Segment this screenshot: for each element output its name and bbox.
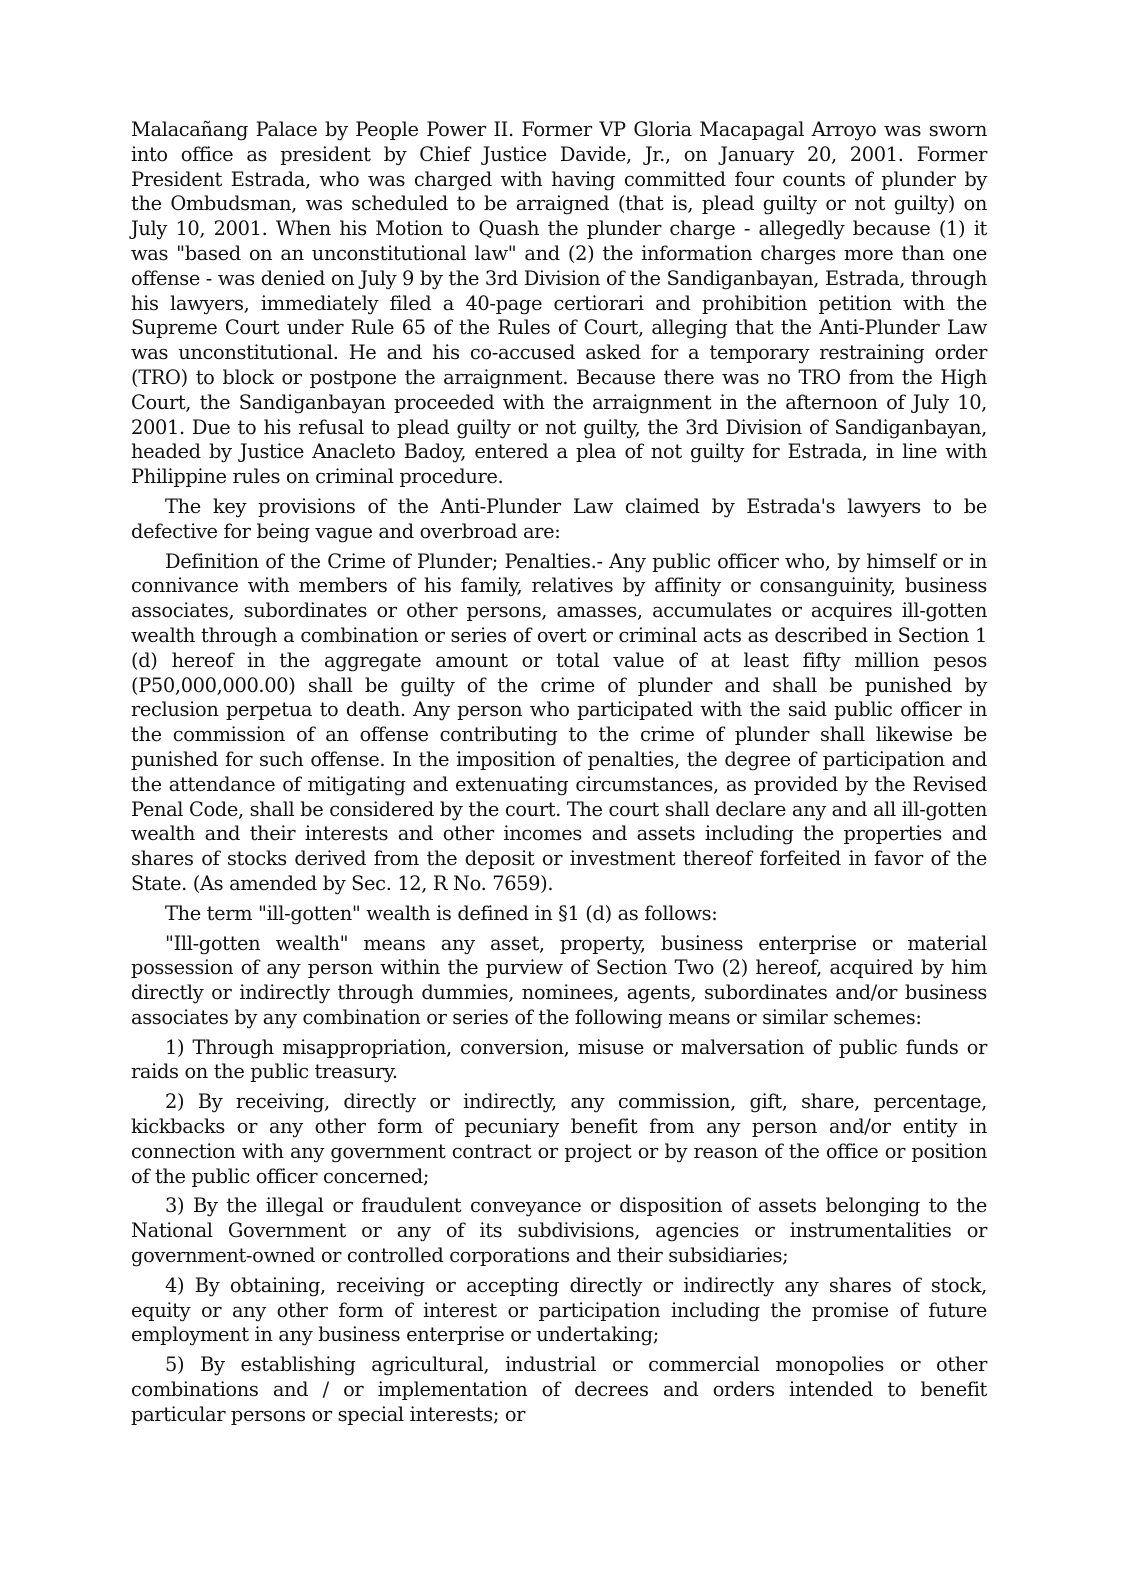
paragraph-estrada-background: Malacañang Palace by People Power II. Former VP Gloria Macapagal Arroyo was sworn into office as president by Chief Justice Davide, Jr., on January 20, 2001. Former President Estrada, who was charged with having committed four counts of plunder by the Ombudsman, was scheduled to be arraigned (that is, plead guilty or not guilty) on July 10, 2001. When his Motion to Quash the plunder charge - allegedly because (1) it was "based on an unconstitutional law" and (2) the information charges more than one offense - was denied on July 9 by the 3rd Division of the Sandiganbayan, Estrada, through his lawyers, immediately filed a 40-page certiorari and prohibition petition with the Supreme Court under Rule 65 of the Rules of Court, alleging that the Anti-Plunder Law was unconstitutional. He and his co-accused asked for a temporary restraining order (TRO) to block or postpone the arraignment. Because there was no TRO from the High Court, the Sandiganbayan proceeded with the arraignment in the afternoon of July 10, 2001. Due to his refusal to plead guilty or not guilty, the 3rd Division of Sandiganbayan, headed by Justice Anacleto Badoy, entered a plea of not guilty for Estrada, in line with Philippine rules on criminal procedure. xyxy=(131,118,987,489)
paragraph-definition-of-plunder: Definition of the Crime of Plunder; Penalties.- Any public officer who, by himself or in connivance with members of his family, relatives by affinity or consanguinity, business associates, subordinates or other persons, amasses, accumulates or acquires ill-gotten wealth through a combination or series of overt or criminal acts as described in Section 1 (d) hereof in the aggregate amount or total value of at least fifty million pesos (P50,000,000.00) shall be guilty of the crime of plunder and shall be punished by reclusion perpetua to death. Any person who participated with the said public officer in the commission of an offense contributing to the crime of plunder shall likewise be punished for such offense. In the imposition of penalties, the degree of participation and the attendance of mitigating and extenuating circumstances, as provided by the Revised Penal Code, shall be considered by the court. The court shall declare any and all ill-gotten wealth and their interests and other incomes and assets including the properties and shares of stocks derived from the deposit or investment thereof forfeited in favor of the State. (As amended by Sec. 12, R No. 7659). xyxy=(131,549,987,895)
paragraph-key-provisions-intro: The key provisions of the Anti-Plunder Law claimed by Estrada's lawyers to be defective for being vague and overbroad are: xyxy=(131,494,987,543)
list-item-means-2: 2) By receiving, directly or indirectly, any commission, gift, share, percentage, kickbacks or any other form of pecuniary benefit from any person and/or entity in connection with any government contract or project or by reason of the office or position of the public officer concerned; xyxy=(131,1090,987,1188)
paragraph-ill-gotten-definition: "Ill-gotten wealth" means any asset, property, business enterprise or material possession of any person within the purview of Section Two (2) hereof, acquired by him directly or indirectly through dummies, nominees, agents, subordinates and/or business associates by any combination or series of the following means or similar schemes: xyxy=(131,931,987,1029)
list-item-means-5: 5) By establishing agricultural, industrial or commercial monopolies or other combinations and / or implementation of decrees and orders intended to benefit particular persons or special interests; or xyxy=(131,1353,987,1426)
list-item-means-1: 1) Through misappropriation, conversion, misuse or malversation of public funds or raids on the public treasury. xyxy=(131,1035,987,1084)
document-page xyxy=(131,118,987,1433)
paragraph-ill-gotten-term: The term "ill-gotten" wealth is defined in §1 (d) as follows: xyxy=(165,901,718,925)
list-item-means-3: 3) By the illegal or fraudulent conveyance or disposition of assets belonging to the National Government or any of its subdivisions, agencies or instrumentalities or government-owned or controlled corporations and their subsidiaries; xyxy=(131,1194,987,1268)
list-item-means-4: 4) By obtaining, receiving or accepting directly or indirectly any shares of stock, equity or any other form of interest or participation including the promise of future employment in any business enterprise or undertaking; xyxy=(131,1273,987,1347)
